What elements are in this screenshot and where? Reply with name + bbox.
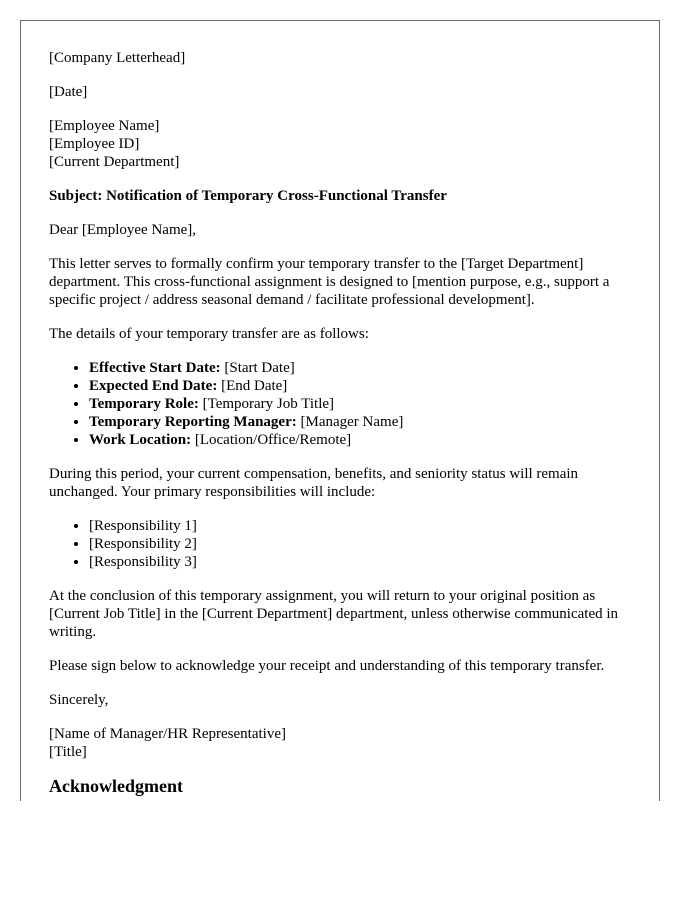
detail-label: Temporary Reporting Manager: (89, 414, 297, 430)
signer-block (49, 725, 631, 761)
closing: Sincerely, (49, 692, 109, 708)
salutation: Dear [Employee Name], (49, 222, 197, 238)
company-letterhead: [Company Letterhead] (49, 50, 186, 66)
recipient-block (49, 117, 631, 171)
detail-label: Effective Start Date: (89, 360, 221, 376)
details-list (49, 359, 631, 449)
signer-title: [Title] (49, 744, 87, 760)
detail-value: [Start Date] (220, 360, 295, 376)
detail-item-location (89, 431, 631, 449)
sign-request-paragraph: Please sign below to acknowledge your receipt and understanding of this temporary transfer. (49, 658, 605, 674)
detail-label: Work Location: (89, 432, 192, 448)
responsibility-item: • [Responsibility 1] (89, 517, 631, 535)
detail-item-start-date (89, 359, 631, 377)
detail-item-end-date (89, 377, 631, 395)
letter-page (20, 20, 660, 801)
letter-subject: Subject: Notification of Temporary Cross-Functional Transfer (49, 188, 447, 204)
recipient-name: [Employee Name] (49, 118, 160, 134)
conclusion-paragraph: At the conclusion of this temporary assignment, you will return to your original position as [Current Job Title] in the [Current Department] department, unless otherwise communicated in writing. (49, 588, 619, 640)
compensation-paragraph: During this period, your current compensation, benefits, and seniority status will remain unchanged. Your primary responsibilities will include: (49, 466, 579, 500)
recipient-department: [Current Department] (49, 154, 180, 170)
responsibility-item: • [Responsibility 3] (89, 553, 631, 571)
detail-item-manager (89, 413, 631, 431)
responsibilities-list (49, 517, 631, 571)
letter-body (21, 21, 659, 795)
detail-label: Expected End Date: (89, 378, 218, 394)
acknowledgment-heading: Acknowledgment (49, 776, 183, 796)
intro-paragraph: This letter serves to formally confirm your temporary transfer to the [Target Department] department. This cross-functional assignment is designed to [mention purpose, e.g., support a specific project / address seasonal demand / facilitate professional development]. (49, 256, 610, 308)
detail-item-role (89, 395, 631, 413)
detail-value: [Location/Office/Remote] (191, 432, 352, 448)
recipient-id: [Employee ID] (49, 136, 140, 152)
signer-name: [Name of Manager/HR Representative] (49, 726, 286, 742)
detail-value: [End Date] (217, 378, 288, 394)
detail-value: [Manager Name] (296, 414, 404, 430)
letter-date: [Date] (49, 84, 88, 100)
detail-label: Temporary Role: (89, 396, 199, 412)
responsibility-item: • [Responsibility 2] (89, 535, 631, 553)
details-intro: The details of your temporary transfer are as follows: (49, 326, 369, 342)
detail-value: [Temporary Job Title] (198, 396, 335, 412)
